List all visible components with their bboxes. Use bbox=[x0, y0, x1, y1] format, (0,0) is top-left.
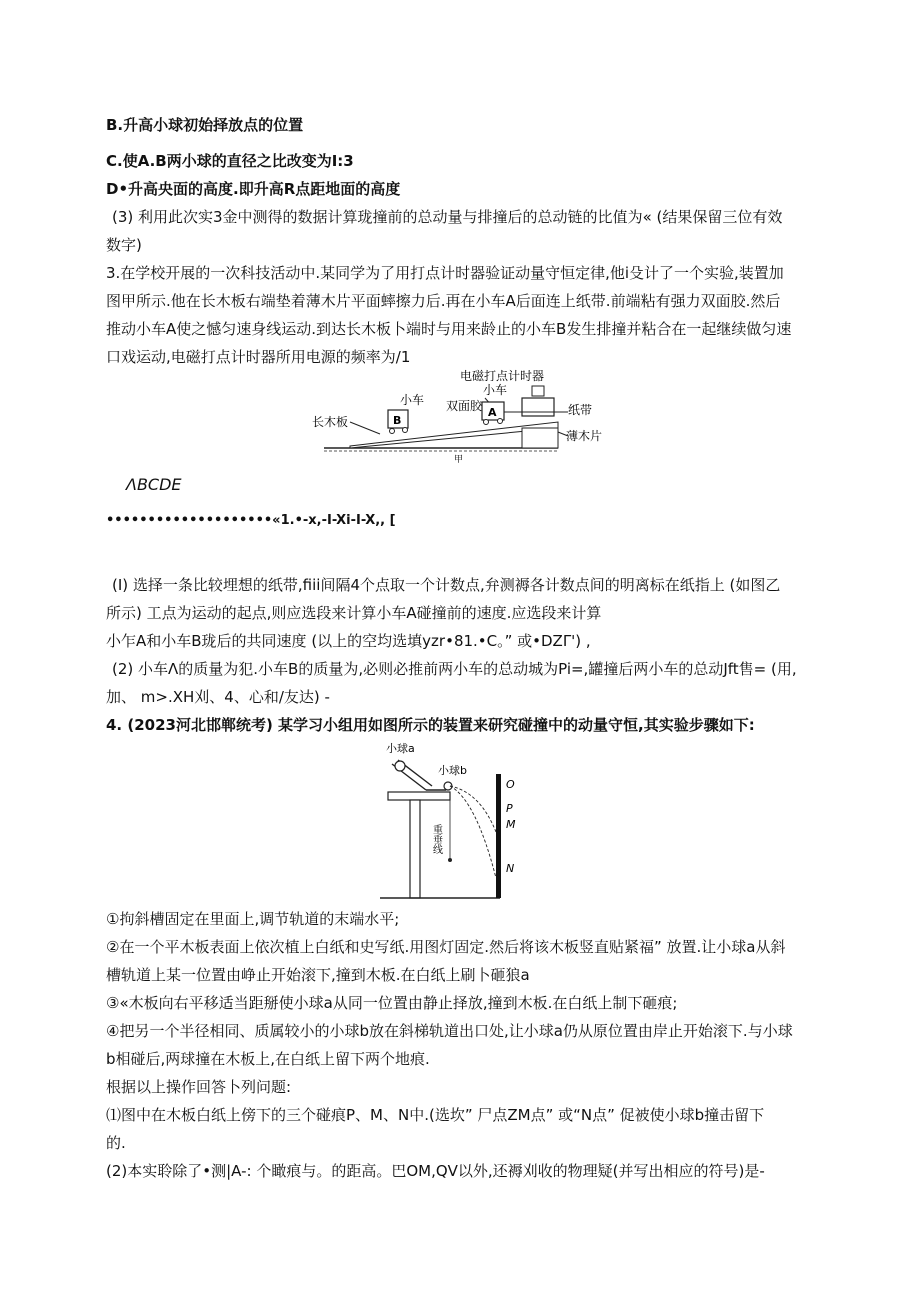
question-3-part-1: (I) 选择一条比较埋想的纸带,fiii间隔4个点取一个计数点,弁测褥各计数点间的明离标在纸指上 (如图乙 bbox=[112, 576, 781, 594]
shim-label: 薄木片 bbox=[566, 429, 603, 443]
question-3-part-3: (3) 利用此次实3金中测得的数据计算珑撞前的总动量与排撞后的总动链的比值为« (结果保留三位有效 bbox=[112, 208, 783, 226]
figure-cart-apparatus bbox=[310, 368, 620, 464]
step-1: ①拘斜槽固定在里面上,调节轨道的末端水平; bbox=[106, 910, 400, 928]
tape-label: 双面胶 bbox=[446, 399, 483, 413]
tape-point-labels: ΛBCDE bbox=[126, 475, 182, 494]
step-3: ③«木板向右平移适当距掰使小球a从同一位置由静止择放,撞到木板.在白纸上制下砸痕; bbox=[106, 994, 678, 1012]
question-3-part-2: (2) 小车Λ的质量为犯.小车B的质量为,必则必推前两小车的总动城为Pi=,罐撞后两小车的总动Jft售= (用, bbox=[112, 660, 797, 678]
cart-b-letter: B bbox=[393, 414, 402, 427]
step-2: ②在一个平木板表面上依次植上白纸和史写纸.用图灯固定.然后将该木板竖直贴紧福” 放置.让小球a从斜 bbox=[106, 938, 786, 956]
figure-ball-apparatus bbox=[380, 740, 530, 900]
step-2-cont: 槽轨道上某一位置由峥止开始滚下,撞到木板.在白纸上刷卜砸狼a bbox=[106, 966, 530, 984]
figure-caption: 甲 bbox=[454, 455, 464, 464]
option-d: D•升高央面的高度.即升高R点距地面的高度 bbox=[106, 180, 401, 198]
problem-3-line-2: 图甲所示.他在长木板右端垫着薄木片平面蟀擦力后.再在小车A后面连上纸带.前端粘有强力双面胶.然后 bbox=[106, 292, 781, 310]
step-4: ④把另一个半径相同、质属较小的小球b放在斜梯轨道出口处,让小球a仍从原位置由岸止开始滚下.与小球 bbox=[106, 1022, 793, 1040]
cart-a-letter: A bbox=[488, 406, 497, 419]
point-m: M bbox=[506, 818, 516, 831]
point-p: P bbox=[506, 802, 513, 815]
option-b: B.升高小球初始择放点的位置 bbox=[106, 116, 304, 134]
tape-strip: ••••••••••••••••••••«1.•-x,-I-Xi-I-X,, [ bbox=[106, 513, 396, 528]
cart-b-word: 小车 bbox=[400, 393, 425, 407]
plumb-label: 重垂线 bbox=[430, 824, 442, 854]
answer-prompt: 根据以上操作回答卜列问题: bbox=[106, 1078, 292, 1096]
option-c: C.使A.B两小球的直径之比改变为I:3 bbox=[106, 152, 354, 170]
ball-b-label: 小球b bbox=[438, 764, 467, 777]
cart-a-word: 小车 bbox=[483, 383, 508, 397]
problem-3-line-4: 口戏运动,电磁打点计时器所用电源的频率为/1 bbox=[106, 348, 411, 366]
problem-3-intro: 3.在学校开展的一次科技活动中.某同学为了用打点计时器验证动量守恒定律,他i殳计了一个实验,装置加 bbox=[106, 264, 784, 282]
question-3-part-1-cont: 所示) 工点为运动的起点,则应选段来计算小车A碰撞前的速度.应选段来计算 bbox=[106, 604, 602, 622]
point-o: O bbox=[506, 778, 515, 791]
board-label: 长木板 bbox=[312, 415, 349, 429]
question-4-part-1: ⑴图中在木板白纸上傍下的三个碰痕P、M、N中.(选坎” 尸点ZM点” 或“N点” 促被使小球b撞击留下 bbox=[106, 1106, 765, 1124]
question-4-part-1-cont: 的. bbox=[106, 1134, 126, 1152]
question-3-part-3-cont: 数字) bbox=[106, 236, 142, 254]
timer-label: 电磁打点计时器 bbox=[460, 369, 545, 383]
question-4-part-2: (2)本实聆除了•测|A-: 个瞰痕与。的距高。巴OM,QV以外,还褥刈收的物理疑(并写出相应的符号)是- bbox=[106, 1162, 765, 1180]
point-n: N bbox=[506, 862, 515, 875]
question-3-part-2-cont: 加、 m>.XH刈、4、心和/友达) - bbox=[106, 688, 330, 706]
problem-3-line-3: 推动小车A使之憾匀速身线运动.到达长木板卜端时与用来龄止的小车B发生排撞并粘合在一起继续做匀速 bbox=[106, 320, 792, 338]
problem-4-intro: 4. (2023河北邯郸统考) 某学习小组用如图所示的装置来研究碰撞中的动量守恒,其实验步骤如下: bbox=[106, 716, 755, 734]
ball-a-label: 小球a bbox=[386, 742, 415, 755]
question-3-part-1-cont-2: 小乍A和小车B珑后的共同速度 (以上的空均选填yzr•81.•C。” 或•DZΓ') , bbox=[106, 632, 591, 650]
paper-label: 纸带 bbox=[568, 403, 593, 417]
step-4-cont: b相碰后,两球撞在木板上,在白纸上留下两个地痕. bbox=[106, 1050, 430, 1068]
